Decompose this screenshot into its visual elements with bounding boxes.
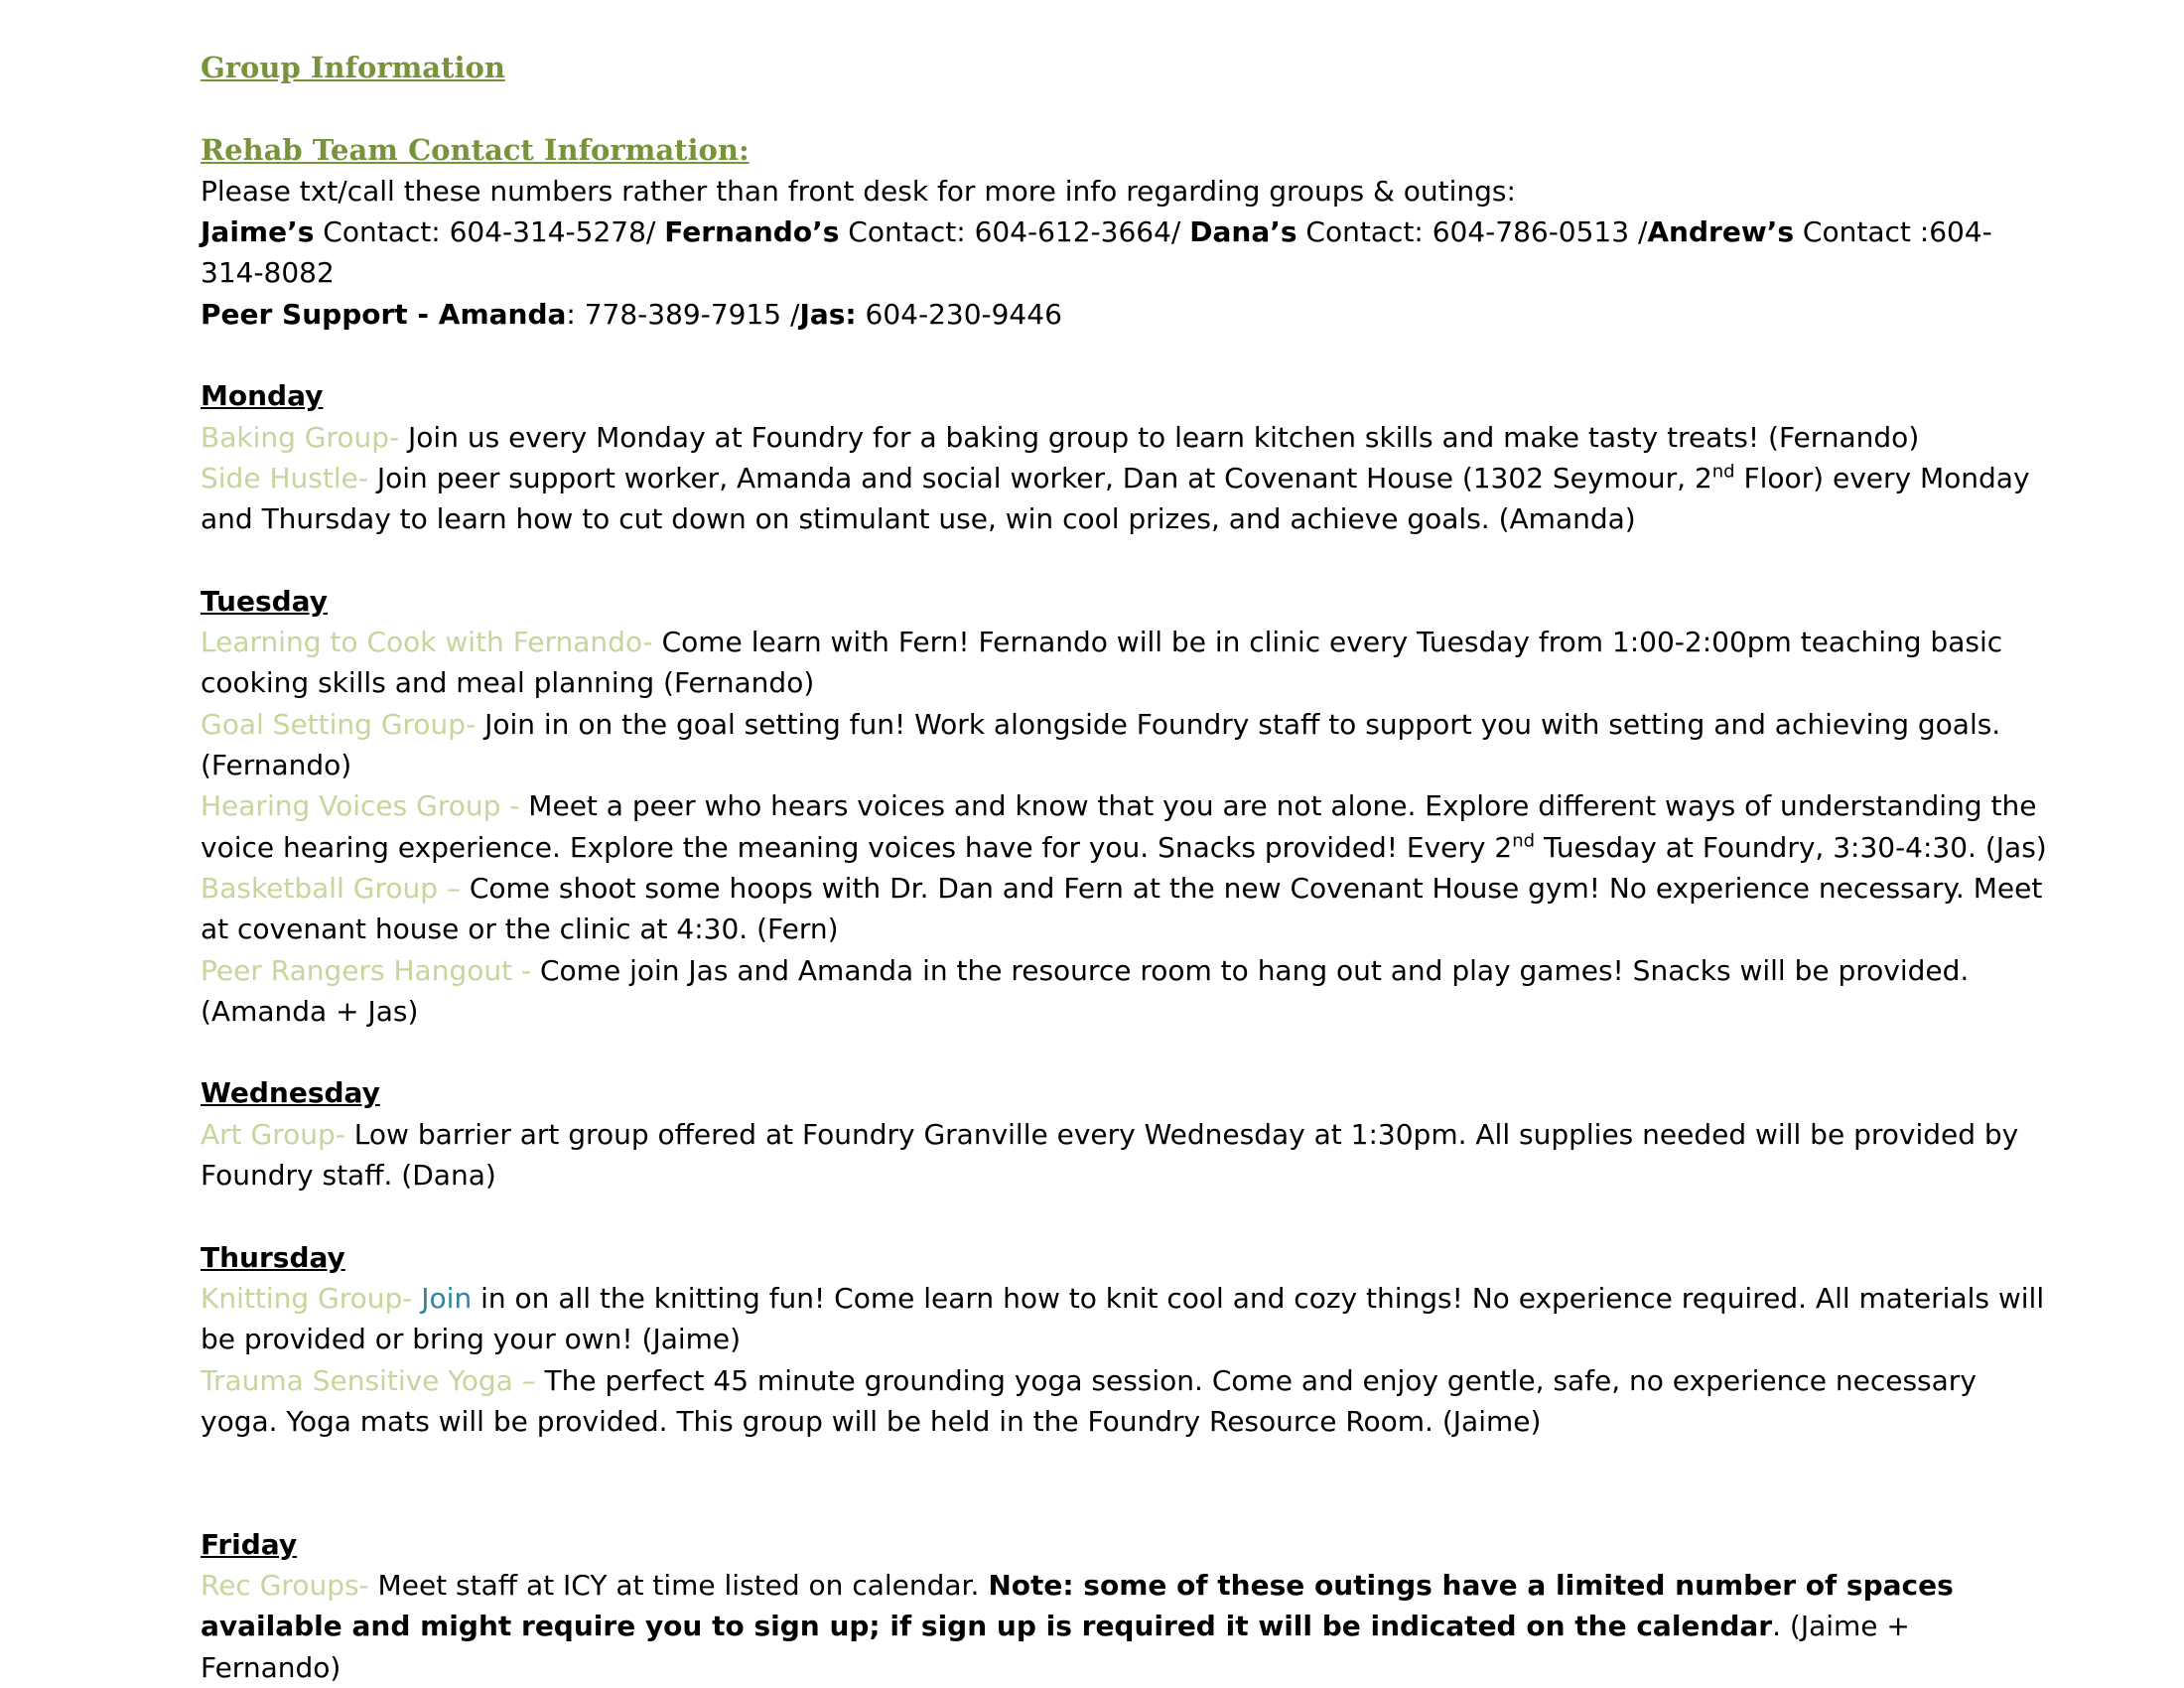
peer-label: Peer Support - Amanda xyxy=(201,297,567,331)
knitting-group-name: Knitting Group- xyxy=(201,1281,413,1315)
fernando-contact: Contact: 604-612-3664/ xyxy=(839,215,1190,249)
goal-group-name: Goal Setting Group- xyxy=(201,707,477,741)
side-hustle xyxy=(201,458,2047,540)
yoga-group xyxy=(201,1360,2047,1443)
yoga-group-name: Trauma Sensitive Yoga – xyxy=(201,1363,536,1397)
yoga-group-desc: The perfect 45 minute grounding yoga session. Come and enjoy gentle, safe, no experience necessary yoga. Yoga mats will be provided. This group will be held in the Foundry Resource Room. (Jaime) xyxy=(201,1363,1977,1438)
dana-contact: Contact: 604-786-0513 / xyxy=(1297,215,1648,249)
tuesday-heading: Tuesday xyxy=(201,584,328,618)
art-group-name: Art Group- xyxy=(201,1117,345,1151)
dana-name: Dana’s xyxy=(1189,215,1297,249)
baking-group-name: Baking Group- xyxy=(201,420,400,454)
art-group xyxy=(201,1114,2047,1196)
andrew-contact: Contact :604-314-8082 xyxy=(201,215,1992,290)
basketball-group xyxy=(201,868,2047,950)
art-group-desc: Low barrier art group offered at Foundry Granville every Wednesday at 1:30pm. All supplies needed will be provided by Foundry staff. (Dana) xyxy=(201,1117,2019,1193)
voices-group xyxy=(201,785,2047,868)
andrew-name: Andrew’s xyxy=(1647,215,1795,249)
cook-group-name: Learning to Cook with Fernando- xyxy=(201,626,653,659)
wednesday-heading: Wednesday xyxy=(201,1076,380,1110)
peer-contact: : 778-389-7915 / xyxy=(566,297,800,331)
rec-groups-name: Rec Groups- xyxy=(201,1568,369,1602)
side-hustle-desc-b: Floor) every Monday and Thursday to learn how to cut down on stimulant use, win cool prizes, and achieve goals. (Amanda) xyxy=(201,461,2030,536)
baking-group xyxy=(201,417,2047,458)
rangers-group-name: Peer Rangers Hangout - xyxy=(201,953,532,987)
baking-group-desc: Join us every Monday at Foundry for a baking group to learn kitchen skills and make tasty treats! (Fernando) xyxy=(399,420,1920,454)
basketball-group-name: Basketball Group – xyxy=(201,871,461,905)
peer-contacts xyxy=(201,294,2047,335)
contact-section xyxy=(201,130,2047,335)
fernando-name: Fernando’s xyxy=(664,215,840,249)
voices-group-desc-a: Meet a peer who hears voices and know that you are not alone. Explore different ways of understanding the voice hearing experience. Explore the meaning voices have for you. Snacks provided! Every 2 xyxy=(201,789,2037,864)
rec-groups-end: . (Jaime + Fernando) xyxy=(201,1610,1910,1684)
friday-heading: Friday xyxy=(201,1527,298,1561)
staff-contacts xyxy=(201,211,2047,294)
basketball-group-desc: Come shoot some hoops with Dr. Dan and Fern at the new Covenant House gym! No experience necessary. Meet at covenant house or the clinic at 4:30. (Fern) xyxy=(201,871,2043,946)
side-hustle-name: Side Hustle- xyxy=(201,461,368,494)
goal-group-desc: Join in on the goal setting fun! Work alongside Foundry staff to support you with setting and achieving goals. (Fernando) xyxy=(201,707,2001,782)
knitting-group-desc: in on all the knitting fun! Come learn how to knit cool and cozy things! No experience required. All materials will be provided or bring your own! (Jaime) xyxy=(201,1281,2045,1356)
voices-group-desc-b: Tuesday at Foundry, 3:30-4:30. (Jas) xyxy=(1535,830,2047,864)
knitting-join: Join xyxy=(412,1281,473,1315)
jas-label: Jas: xyxy=(799,297,857,331)
contact-heading: Rehab Team Contact Information: xyxy=(201,132,750,167)
wednesday-section xyxy=(201,1072,2047,1196)
rangers-group xyxy=(201,950,2047,1033)
cook-group-desc: Come learn with Fern! Fernando will be in clinic every Tuesday from 1:00-2:00pm teaching basic cooking skills and meal planning (Fernando) xyxy=(201,626,2003,700)
page-title: Group Information xyxy=(201,51,505,84)
side-hustle-sup: nd xyxy=(1711,461,1735,483)
thursday-heading: Thursday xyxy=(201,1240,345,1274)
monday-heading: Monday xyxy=(201,379,324,413)
thursday-section xyxy=(201,1237,2047,1442)
rec-groups xyxy=(201,1565,2047,1688)
voices-group-sup: nd xyxy=(1512,830,1536,852)
side-hustle-desc-a: Join peer support worker, Amanda and social worker, Dan at Covenant House (1302 Seymour, 2 xyxy=(367,461,1712,494)
monday-section xyxy=(201,375,2047,539)
knitting-group xyxy=(201,1278,2047,1360)
rec-groups-desc: Meet staff at ICY at time listed on calendar. xyxy=(368,1568,989,1602)
rec-groups-note: Note: some of these outings have a limited number of spaces available and might require you to sign up; if sign up is required it will be indicated on the calendar xyxy=(201,1568,1954,1643)
rangers-group-desc: Come join Jas and Amanda in the resource room to hang out and play games! Snacks will be provided. (Amanda + Jas) xyxy=(201,953,1970,1028)
contact-intro: Please txt/call these numbers rather than front desk for more info regarding groups & outings: xyxy=(201,174,1516,208)
jas-contact: 604-230-9446 xyxy=(856,297,1062,331)
voices-group-name: Hearing Voices Group - xyxy=(201,789,520,823)
friday-section xyxy=(201,1524,2047,1688)
goal-group xyxy=(201,704,2047,786)
tuesday-section xyxy=(201,581,2047,1032)
cook-group xyxy=(201,622,2047,704)
jaime-name: Jaime’s xyxy=(201,215,315,249)
jaime-contact: Contact: 604-314-5278/ xyxy=(314,215,665,249)
document-content xyxy=(201,48,2047,1688)
